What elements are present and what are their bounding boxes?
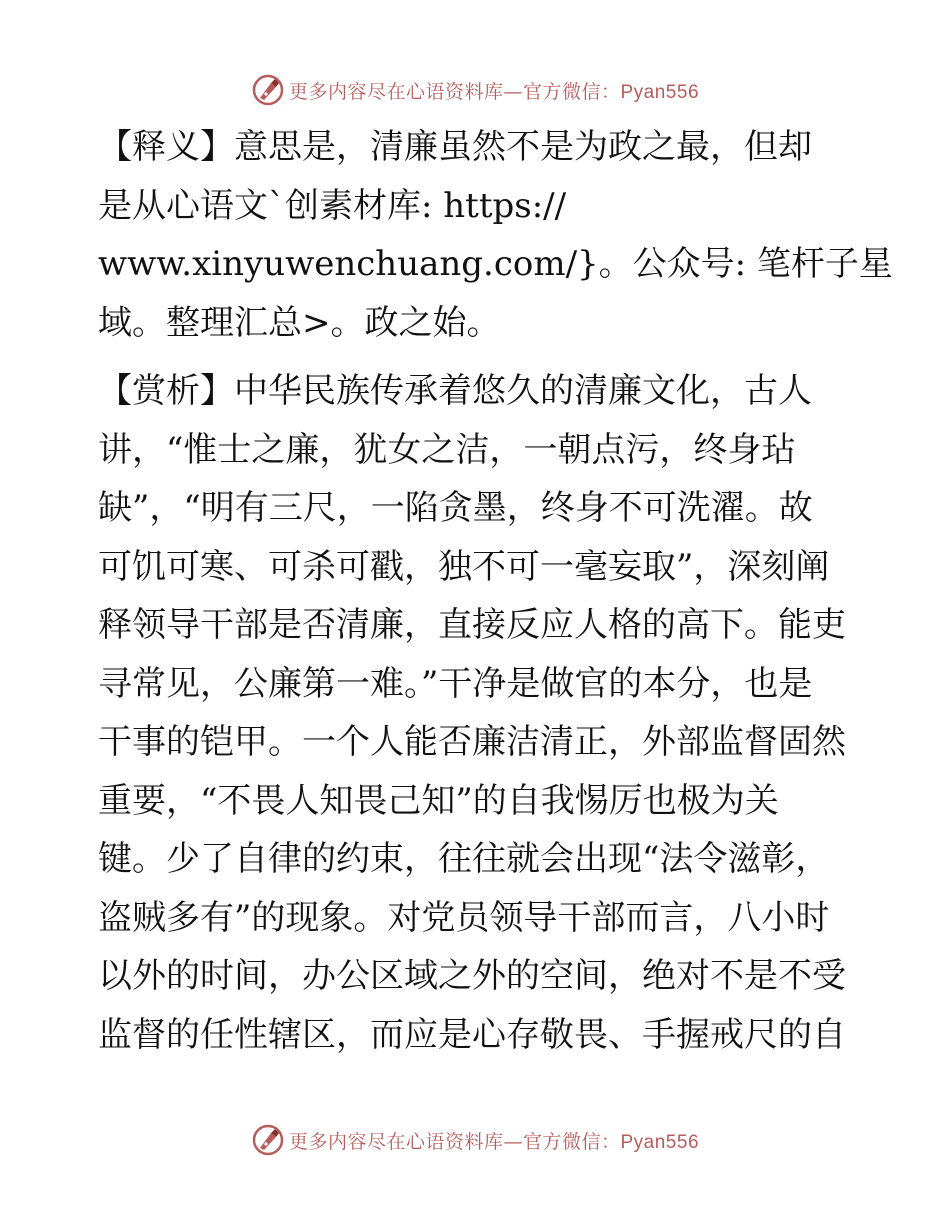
footer-banner-text: 更多内容尽在心语资料库—官方微信：Pyan556 [288,1130,700,1153]
text-line: 讲，“惟士之廉，犹女之洁，一朝点污，终身玷 [98,429,796,470]
text-line: 域。整理汇总>。政之始。 [98,302,501,343]
text-line: 监督的任性辖区，而应是心存敬畏、手握戒尺的自 [98,1014,846,1055]
text-line: 键。少了自律的约束，往往就会出现“法令滋彰， [98,839,830,879]
wechat-id: Pyan556 [620,81,700,103]
text-line: 【释义】意思是，清廉虽然不是为政之最，但却 [98,127,812,167]
text-line: 是从心语文`创素材库: https:// [98,185,567,226]
text-line: 盗贼多有”的现象。对党员领导干部而言，八小时 [98,897,830,938]
header-banner [0,70,950,110]
header-banner-text: 更多内容尽在心语资料库—官方微信：Pyan556 [288,80,700,103]
text-line: 寻常见，公廉第一难。”干净是做官的本分，也是 [98,663,813,704]
paragraph-appreciation [98,362,858,1064]
text-line: 可饥可寒、可杀可戳，独不可一毫妄取”，深刻阐 [98,546,830,587]
pen-nib-circle-icon [251,73,285,107]
text-line: 释领导干部是否清廉，直接反应人格的高下。能吏 [98,605,846,645]
text-line: 缺”，“明有三尺，一陷贪墨，终身不可洗濯。故 [98,488,813,528]
pen-nib-circle-icon [251,1123,285,1157]
text-line: 重要，“不畏人知畏己知”的自我惕厉也极为关 [98,780,779,821]
text-line: 以外的时间，办公区域之外的空间，绝对不是不受 [98,956,846,996]
text-line: www.xinyuwenchuang.com/}。公众号: 笔杆子星 [98,244,893,284]
text-line: 【赏析】中华民族传承着悠久的清廉文化，古人 [98,371,812,411]
paragraph-definition [98,118,893,352]
footer-banner [0,1120,950,1160]
document-body [98,118,893,1064]
text-line: 干事的铠甲。一个人能否廉洁清正，外部监督固然 [98,722,846,762]
wechat-id: Pyan556 [620,1131,700,1153]
